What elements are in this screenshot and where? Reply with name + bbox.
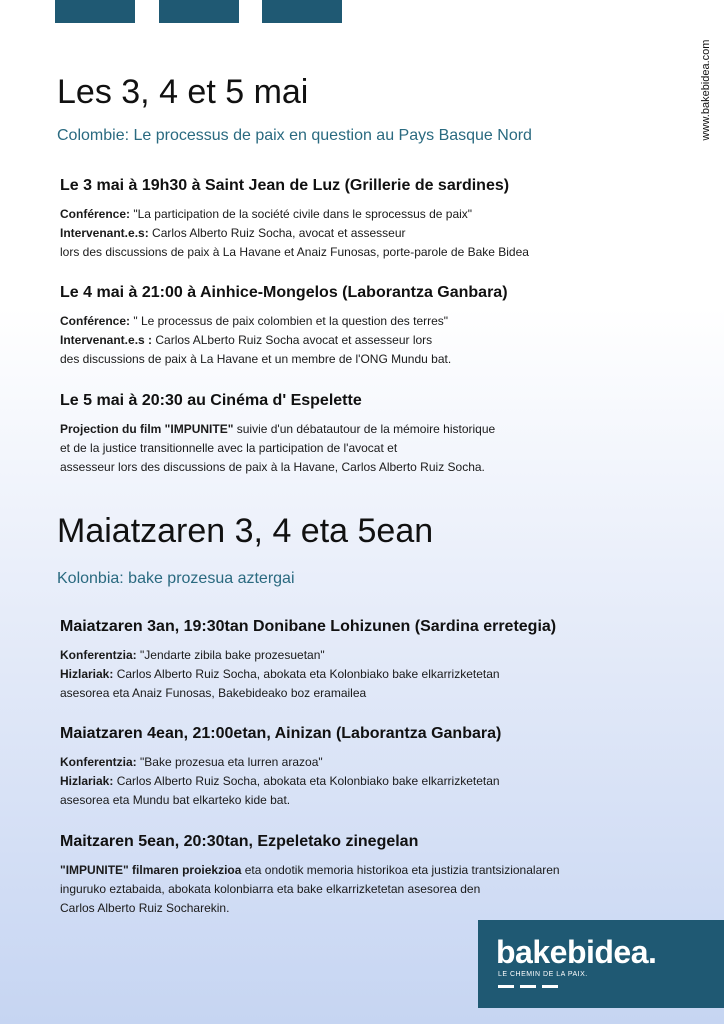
event-line-2 xyxy=(60,224,690,243)
event-text: Carlos Alberto Ruiz Socha, abokata eta Kolonbiako bake elkarrizketetan xyxy=(113,774,500,788)
event-heading: Le 3 mai à 19h30 à Saint Jean de Luz (Grillerie de sardines) xyxy=(60,177,510,194)
event-heading: Maiatzaren 4ean, 21:00etan, Ainizan (Laborantza Ganbara) xyxy=(60,725,502,742)
event-label: Intervenant.e.s : xyxy=(60,333,153,347)
event-line-3: des discussions de paix à La Havane et un membre de l'ONG Mundu bat. xyxy=(60,352,452,366)
event-line-2 xyxy=(60,665,690,684)
eu-event-1 xyxy=(60,618,690,703)
bakebidea-logo xyxy=(478,920,724,1008)
eu-event-2 xyxy=(60,725,690,810)
event-heading: Le 4 mai à 21:00 à Ainhice-Mongelos (Laborantza Ganbara) xyxy=(60,284,508,301)
fr-event-3 xyxy=(60,392,690,477)
fr-event-2 xyxy=(60,284,690,369)
logo-tagline: LE CHEMIN DE LA PAIX. xyxy=(498,971,588,978)
fr-subtitle: Colombie: Le processus de paix en question au Pays Basque Nord xyxy=(57,127,532,144)
eu-title: Maiatzaren 3, 4 eta 5ean xyxy=(57,512,434,550)
event-label: Intervenant.e.s: xyxy=(60,226,149,240)
event-line-1 xyxy=(60,646,690,665)
top-bar-block-2 xyxy=(159,0,239,23)
eu-event-3 xyxy=(60,833,690,918)
event-text: suivie d'un débatautour de la mémoire historique xyxy=(233,422,496,436)
fr-event-1 xyxy=(60,177,690,262)
event-line-3: Carlos Alberto Ruiz Socharekin. xyxy=(60,901,230,915)
event-heading: Maitzaren 5ean, 20:30tan, Ezpeletako zinegelan xyxy=(60,833,419,850)
event-label: Projection du film "IMPUNITE" xyxy=(60,422,234,436)
event-line-1 xyxy=(60,753,690,772)
event-label: Konferentzia: xyxy=(60,755,137,769)
event-label: "IMPUNITE" filmaren proiekzioa xyxy=(60,863,242,877)
fr-title: Les 3, 4 et 5 mai xyxy=(57,73,309,111)
event-line-3: assesseur lors des discussions de paix à la Havane, Carlos Alberto Ruiz Socha. xyxy=(60,460,485,474)
website-url[interactable]: www.bakebidea.com xyxy=(700,39,712,141)
event-line-2: inguruko eztabaida, abokata kolonbiarra eta bake elkarrizketetan asesorea den xyxy=(60,882,481,896)
eu-subtitle: Kolonbia: bake prozesua aztergai xyxy=(57,570,295,587)
top-bar-block-3 xyxy=(262,0,342,23)
event-label: Hizlariak: xyxy=(60,774,114,788)
event-text: eta ondotik memoria historikoa eta justizia trantsizionalaren xyxy=(241,863,560,877)
logo-dash-2 xyxy=(520,985,536,988)
side-url-wrapper xyxy=(695,20,717,160)
top-bar-block-1 xyxy=(55,0,135,23)
event-line-1 xyxy=(60,861,690,880)
event-line-1 xyxy=(60,312,690,331)
event-line-3: asesorea eta Mundu bat elkarteko kide bat. xyxy=(60,793,291,807)
event-label: Hizlariak: xyxy=(60,667,114,681)
event-text: " Le processus de paix colombien et la question des terres" xyxy=(130,314,449,328)
event-line-2 xyxy=(60,331,690,350)
event-line-3: asesorea eta Anaiz Funosas, Bakebideako boz eramailea xyxy=(60,686,367,700)
event-label: Conférence: xyxy=(60,207,131,221)
logo-name: bakebidea. xyxy=(496,934,657,970)
event-text: Carlos ALberto Ruiz Socha avocat et assesseur lors xyxy=(152,333,433,347)
event-text: "Bake prozesua eta lurren arazoa" xyxy=(136,755,323,769)
event-heading: Le 5 mai à 20:30 au Cinéma d' Espelette xyxy=(60,392,362,409)
event-line-2 xyxy=(60,772,690,791)
event-line-2: et de la justice transitionnelle avec la participation de l'avocat et xyxy=(60,441,398,455)
event-line-1 xyxy=(60,205,690,224)
event-text: "La participation de la société civile dans le sprocessus de paix" xyxy=(130,207,473,221)
event-line-3: lors des discussions de paix à La Havane et Anaiz Funosas, porte-parole de Bake Bidea xyxy=(60,245,529,259)
logo-dash-3 xyxy=(542,985,558,988)
event-text: "Jendarte zibila bake prozesuetan" xyxy=(136,648,325,662)
event-heading: Maiatzaren 3an, 19:30tan Donibane Lohizunen (Sardina erretegia) xyxy=(60,618,557,635)
logo-dash-1 xyxy=(498,985,514,988)
event-text: Carlos Alberto Ruiz Socha, avocat et assesseur xyxy=(148,226,406,240)
event-text: Carlos Alberto Ruiz Socha, abokata eta Kolonbiako bake elkarrizketetan xyxy=(113,667,500,681)
event-label: Conférence: xyxy=(60,314,131,328)
event-label: Konferentzia: xyxy=(60,648,137,662)
event-line-1 xyxy=(60,420,690,439)
